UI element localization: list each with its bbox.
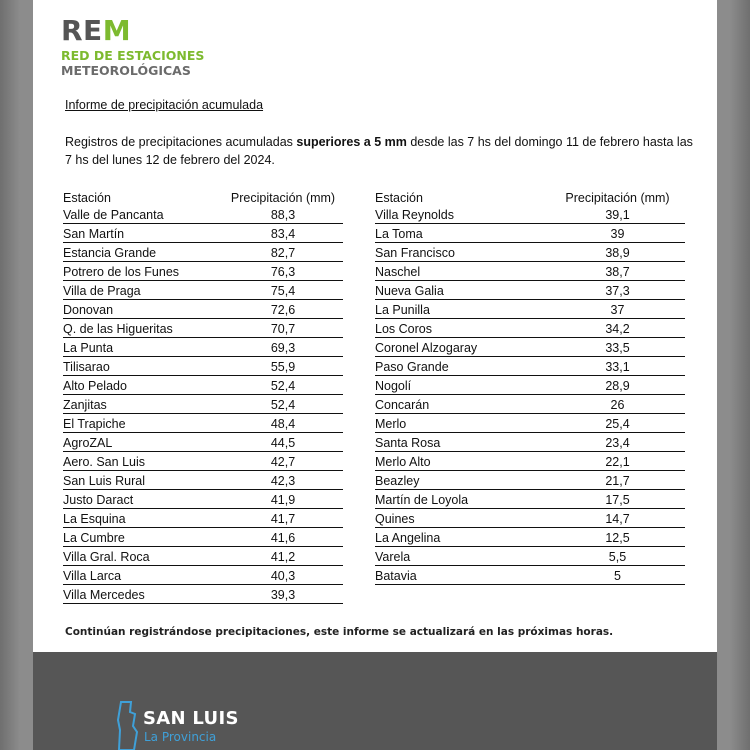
precipitation-value: 41,9 xyxy=(223,490,343,509)
table-row xyxy=(63,357,343,376)
column-header-precipitation: Precipitación (mm) xyxy=(565,191,670,205)
table-row xyxy=(63,395,343,414)
precipitation-value: 39,3 xyxy=(223,585,343,604)
precipitation-value: 72,6 xyxy=(223,300,343,319)
rem-logo-mark xyxy=(61,16,204,46)
precipitation-value: 44,5 xyxy=(223,433,343,452)
station-name: La Punta xyxy=(63,338,223,357)
precipitation-value: 34,2 xyxy=(550,319,685,338)
station-name: Potrero de los Funes xyxy=(63,262,223,281)
precipitation-value: 70,7 xyxy=(223,319,343,338)
precipitation-value: 26 xyxy=(550,395,685,414)
table-row xyxy=(375,566,685,585)
report-title: Informe de precipitación acumulada xyxy=(65,98,264,112)
table-row xyxy=(63,319,343,338)
table-row xyxy=(63,224,343,243)
table-row xyxy=(63,338,343,357)
table-header-row xyxy=(375,186,685,205)
precipitation-value: 5 xyxy=(550,566,685,585)
station-name: Estancia Grande xyxy=(63,243,223,262)
precipitation-value: 69,3 xyxy=(223,338,343,357)
table-row xyxy=(375,433,685,452)
precipitation-value: 25,4 xyxy=(550,414,685,433)
station-name: Nogolí xyxy=(375,376,550,395)
station-name: Q. de las Higueritas xyxy=(63,319,223,338)
table-row xyxy=(375,452,685,471)
precipitation-value: 5,5 xyxy=(550,547,685,566)
table-row xyxy=(63,509,343,528)
precipitation-value: 42,3 xyxy=(223,471,343,490)
table-row xyxy=(375,224,685,243)
intro-text-bold: superiores a 5 mm xyxy=(296,135,407,149)
table-row xyxy=(63,452,343,471)
table-row xyxy=(375,319,685,338)
precipitation-value: 40,3 xyxy=(223,566,343,585)
station-name: Tilisarao xyxy=(63,357,223,376)
station-name: AgroZAL xyxy=(63,433,223,452)
table-row xyxy=(63,528,343,547)
table-row xyxy=(63,281,343,300)
precipitation-value: 14,7 xyxy=(550,509,685,528)
precipitation-value: 41,6 xyxy=(223,528,343,547)
table-row xyxy=(63,300,343,319)
precipitation-value: 23,4 xyxy=(550,433,685,452)
table-row xyxy=(375,243,685,262)
table-row xyxy=(63,471,343,490)
station-name: Villa Larca xyxy=(63,566,223,585)
station-name: Varela xyxy=(375,547,550,566)
precipitation-value: 52,4 xyxy=(223,395,343,414)
table-row xyxy=(375,471,685,490)
table-row xyxy=(63,433,343,452)
table-row xyxy=(63,205,343,224)
station-name: Paso Grande xyxy=(375,357,550,376)
table-row xyxy=(63,376,343,395)
precipitation-table-left xyxy=(63,186,343,604)
table-row xyxy=(375,338,685,357)
station-name: Merlo xyxy=(375,414,550,433)
precipitation-value: 21,7 xyxy=(550,471,685,490)
table-row xyxy=(375,547,685,566)
table-row xyxy=(375,490,685,509)
column-header-precipitation: Precipitación (mm) xyxy=(230,191,336,205)
precipitation-value: 42,7 xyxy=(223,452,343,471)
station-name: La Punilla xyxy=(375,300,550,319)
table-row xyxy=(63,490,343,509)
station-name: Martín de Loyola xyxy=(375,490,550,509)
san-luis-map-icon xyxy=(117,700,141,750)
table-row xyxy=(63,547,343,566)
station-name: Los Coros xyxy=(375,319,550,338)
footer-band xyxy=(33,652,717,750)
column-header-station: Estación xyxy=(63,191,111,205)
san-luis-subtitle: La Provincia xyxy=(144,730,217,744)
station-name: Villa de Praga xyxy=(63,281,223,300)
station-name: La Angelina xyxy=(375,528,550,547)
intro-text-a: Registros de precipitaciones acumuladas xyxy=(65,135,297,149)
table-row xyxy=(375,357,685,376)
table-row xyxy=(375,205,685,224)
precipitation-value: 28,9 xyxy=(550,376,685,395)
station-name: La Toma xyxy=(375,224,550,243)
station-name: Merlo Alto xyxy=(375,452,550,471)
san-luis-brand: SAN LUIS xyxy=(143,708,239,729)
precipitation-value: 33,5 xyxy=(550,338,685,357)
station-name: Nueva Galia xyxy=(375,281,550,300)
precipitation-value: 17,5 xyxy=(550,490,685,509)
table-row xyxy=(63,585,343,604)
station-name: La Cumbre xyxy=(63,528,223,547)
table-row xyxy=(375,528,685,547)
rem-logo-line1: RED DE ESTACIONES xyxy=(61,48,205,63)
station-name: Aero. San Luis xyxy=(63,452,223,471)
precipitation-value: 12,5 xyxy=(550,528,685,547)
table-row xyxy=(63,243,343,262)
station-name: Quines xyxy=(375,509,550,528)
station-name: Donovan xyxy=(63,300,223,319)
station-name: Zanjitas xyxy=(63,395,223,414)
table-row xyxy=(63,414,343,433)
san-luis-logo xyxy=(117,700,247,750)
precipitation-value: 37,3 xyxy=(550,281,685,300)
precipitation-value: 88,3 xyxy=(223,205,343,224)
precipitation-value: 41,7 xyxy=(223,509,343,528)
precipitation-table-right xyxy=(375,186,685,585)
station-name: Beazley xyxy=(375,471,550,490)
precipitation-value: 33,1 xyxy=(550,357,685,376)
station-name: San Francisco xyxy=(375,243,550,262)
precipitation-value: 83,4 xyxy=(223,224,343,243)
precipitation-value: 39 xyxy=(550,224,685,243)
table-row xyxy=(375,300,685,319)
precipitation-value: 75,4 xyxy=(223,281,343,300)
station-name: Villa Reynolds xyxy=(375,205,550,224)
station-name: Villa Gral. Roca xyxy=(63,547,223,566)
station-name: Villa Mercedes xyxy=(63,585,223,604)
station-name: San Martín xyxy=(63,224,223,243)
precipitation-value: 76,3 xyxy=(223,262,343,281)
precipitation-value: 38,9 xyxy=(550,243,685,262)
station-name: Naschel xyxy=(375,262,550,281)
table-header-row xyxy=(63,186,343,205)
station-name: Concarán xyxy=(375,395,550,414)
station-name: El Trapiche xyxy=(63,414,223,433)
precipitation-value: 52,4 xyxy=(223,376,343,395)
precipitation-value: 82,7 xyxy=(223,243,343,262)
station-name: Batavia xyxy=(375,566,550,585)
rem-logo-re: RE xyxy=(61,14,103,47)
table-row xyxy=(63,566,343,585)
rem-logo-line2: METEOROLÓGICAS xyxy=(61,63,191,78)
station-name: La Esquina xyxy=(63,509,223,528)
table-row xyxy=(375,376,685,395)
station-name: Santa Rosa xyxy=(375,433,550,452)
intro-text-b: desde las 7 hs del domingo 11 de febrero hasta las 7 hs del lunes 12 de febrero del 2024. xyxy=(65,135,693,167)
precipitation-value: 48,4 xyxy=(223,414,343,433)
table-row xyxy=(375,395,685,414)
table-row xyxy=(375,414,685,433)
station-name: Justo Daract xyxy=(63,490,223,509)
table-row xyxy=(375,262,685,281)
document-page xyxy=(33,0,717,750)
precipitation-value: 37 xyxy=(550,300,685,319)
column-header-station: Estación xyxy=(375,191,423,205)
report-intro xyxy=(65,133,695,169)
precipitation-value: 41,2 xyxy=(223,547,343,566)
station-name: Alto Pelado xyxy=(63,376,223,395)
precipitation-value: 22,1 xyxy=(550,452,685,471)
table-row xyxy=(375,281,685,300)
precipitation-value: 39,1 xyxy=(550,205,685,224)
table-row xyxy=(63,262,343,281)
rem-logo xyxy=(61,16,204,78)
station-name: Coronel Alzogaray xyxy=(375,338,550,357)
precipitation-value: 38,7 xyxy=(550,262,685,281)
station-name: San Luis Rural xyxy=(63,471,223,490)
table-row xyxy=(375,509,685,528)
footnote: Continúan registrándose precipitaciones, este informe se actualizará en las próximas horas. xyxy=(65,626,614,638)
precipitation-value: 55,9 xyxy=(223,357,343,376)
rem-logo-m: M xyxy=(102,14,132,47)
station-name: Valle de Pancanta xyxy=(63,205,223,224)
